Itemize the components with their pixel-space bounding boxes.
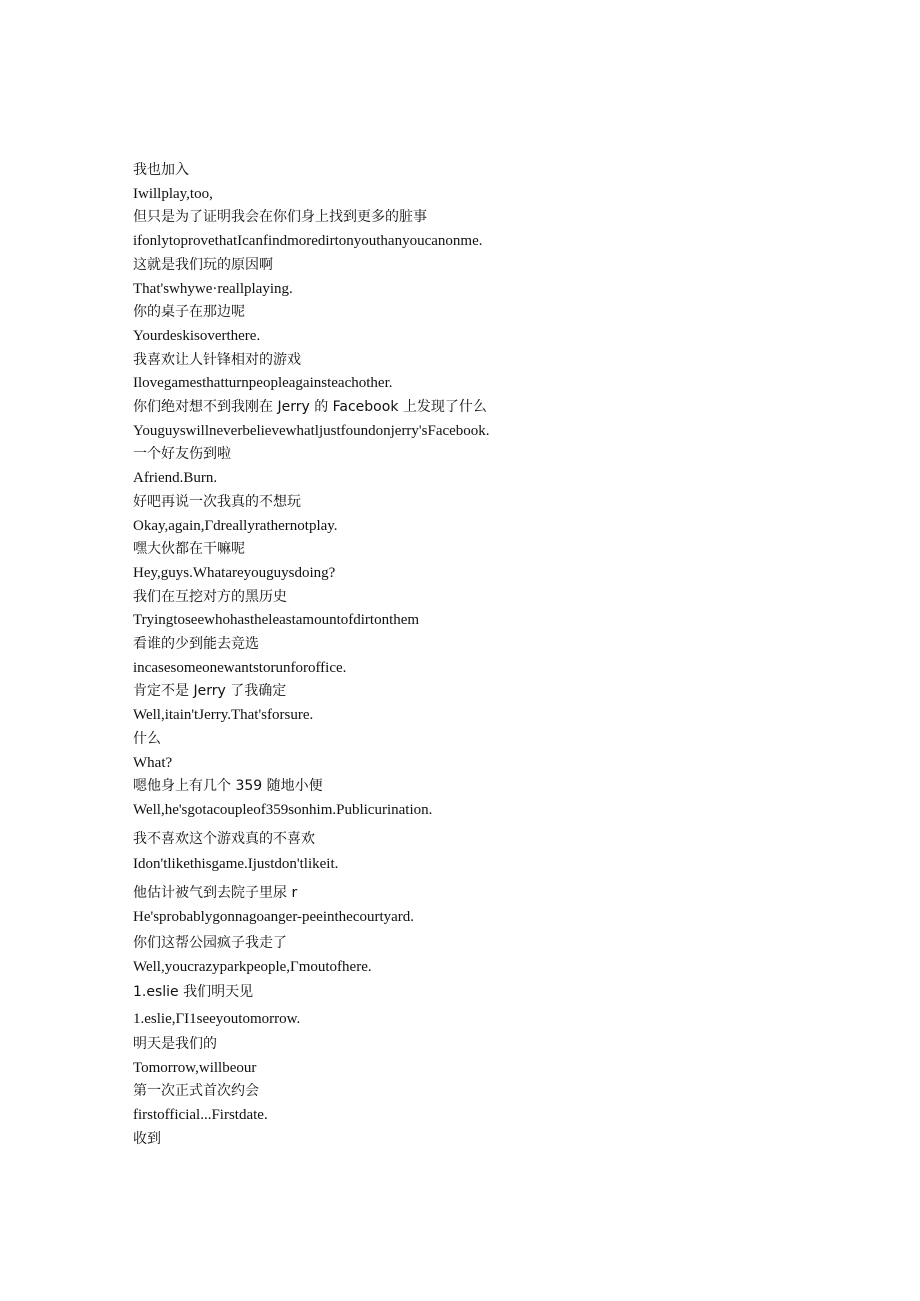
text-line: Okay,again,Γdreallyrathernotplay. bbox=[133, 518, 338, 534]
text-line: Well,he'sgotacoupleof359sonhim.Publicurination. bbox=[133, 802, 433, 818]
text-line: Yourdeskisoverthere. bbox=[133, 328, 261, 344]
text-line: Well,youcrazyparkpeople,Γmoutofhere. bbox=[133, 959, 372, 975]
text-line: That'swhywe·reallplaying. bbox=[133, 281, 293, 297]
text-line: 这就是我们玩的原因啊 bbox=[133, 257, 273, 273]
text-line: 我喜欢让人针锋相对的游戏 bbox=[133, 352, 301, 368]
text-line: 看谁的少到能去竞选 bbox=[133, 636, 259, 652]
text-line: 1.eslie 我们明天见 bbox=[133, 984, 254, 1000]
text-line: Youguyswillneverbelievewhatljustfoundonjerry'sFacebook. bbox=[133, 423, 490, 439]
text-line: 收到 bbox=[133, 1131, 161, 1147]
text-line: firstofficial...Firstdate. bbox=[133, 1107, 268, 1123]
text-line: Iwillplay,too, bbox=[133, 186, 213, 202]
text-line: Afriend.Burn. bbox=[133, 470, 218, 486]
text-line: Tomorrow,willbeour bbox=[133, 1060, 257, 1076]
text-line: Well,itain'tJerry.That'sforsure. bbox=[133, 707, 314, 723]
text-line: 我也加入 bbox=[133, 162, 189, 178]
text-line: 但只是为了证明我会在你们身上找到更多的脏事 bbox=[133, 209, 427, 225]
text-line: ifonlytoprovethatIcanfindmoredirtonyouthanyoucanonme. bbox=[133, 233, 483, 249]
text-line: 什么 bbox=[133, 731, 161, 747]
text-line: 1.eslie,ΓI1seeyoutomorrow. bbox=[133, 1011, 301, 1027]
text-line: incasesomeonewantstorunforoffice. bbox=[133, 660, 347, 676]
text-line: Tryingtoseewhohastheleastamountofdirtonthem bbox=[133, 612, 420, 628]
text-line: 我们在互挖对方的黑历史 bbox=[133, 589, 287, 605]
text-line: 明天是我们的 bbox=[133, 1036, 217, 1052]
text-line: 第一次正式首次约会 bbox=[133, 1083, 259, 1099]
text-line: 你们这帮公园疯子我走了 bbox=[133, 935, 287, 951]
text-line: Ilovegamesthatturnpeopleagainsteachother. bbox=[133, 375, 393, 391]
text-line: He'sprobablygonnagoanger-peeinthecourtyard. bbox=[133, 909, 415, 925]
text-line: 好吧再说一次我真的不想玩 bbox=[133, 494, 301, 510]
text-line: 你的桌子在那边呢 bbox=[133, 304, 245, 320]
text-line: What? bbox=[133, 755, 173, 771]
text-line: 你们绝对想不到我刚在 Jerry 的 Facebook 上发现了什么 bbox=[133, 399, 487, 415]
text-line: 嗯他身上有几个 359 随地小便 bbox=[133, 778, 323, 794]
text-line: 嘿大伙都在干嘛呢 bbox=[133, 541, 245, 557]
text-line: 我不喜欢这个游戏真的不喜欢 bbox=[133, 831, 315, 847]
text-line: Hey,guys.Whatareyouguysdoing? bbox=[133, 565, 336, 581]
text-line: 一个好友伤到啦 bbox=[133, 446, 231, 462]
text-line: Idon'tlikethisgame.Ijustdon'tlikeit. bbox=[133, 856, 339, 872]
text-line: 他估计被气到去院子里尿 r bbox=[133, 885, 298, 901]
text-line: 肯定不是 Jerry 了我确定 bbox=[133, 683, 287, 699]
